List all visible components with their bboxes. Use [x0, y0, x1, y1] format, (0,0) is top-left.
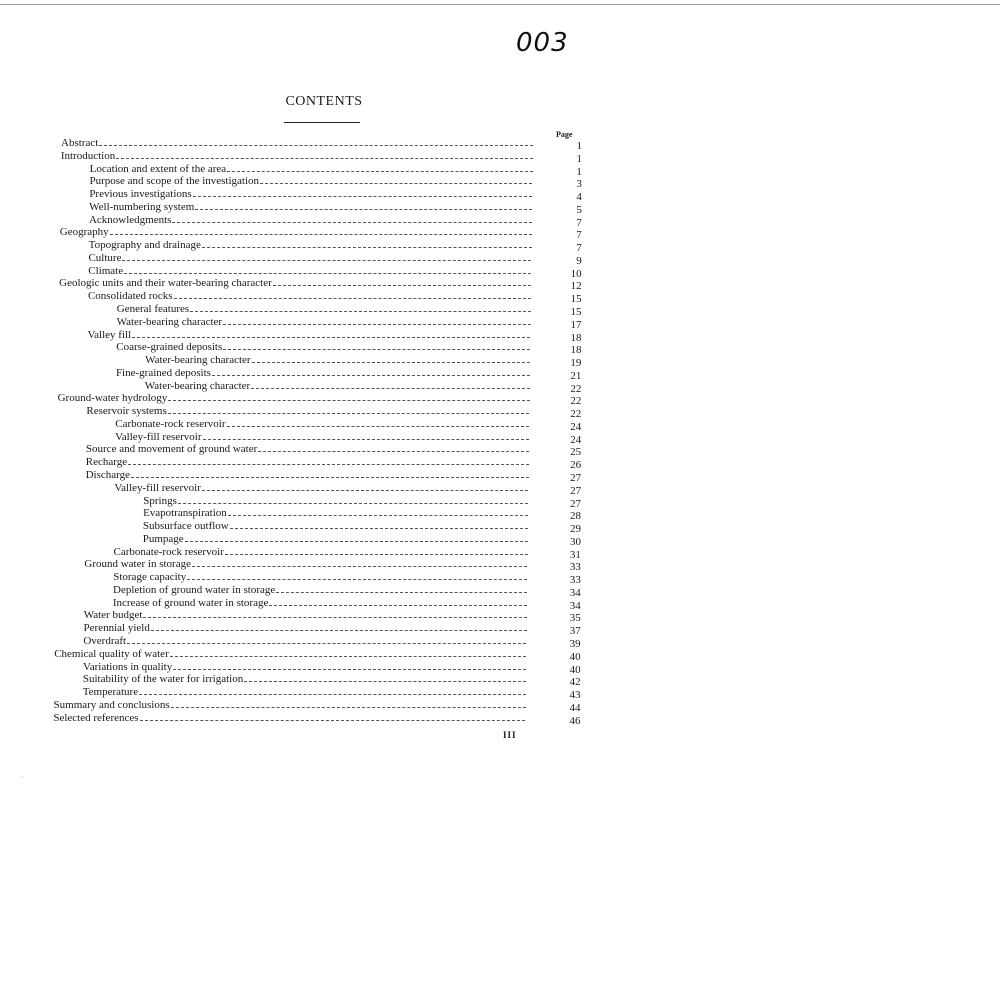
toc-entry: [88, 290, 534, 302]
leader-dots: [110, 234, 532, 235]
leader-dots: [151, 630, 527, 631]
toc-entry: [61, 150, 536, 162]
toc-entry-label: Storage capacity: [113, 571, 187, 583]
toc-entry: [87, 329, 533, 341]
toc-entry: [113, 597, 530, 609]
toc-entry-page: 5: [576, 204, 582, 216]
leader-dots: [202, 247, 532, 248]
toc-entry: [86, 456, 532, 468]
leader-dots: [273, 285, 531, 286]
toc-entry-page: 22: [570, 408, 582, 420]
toc-entry-page: 27: [570, 472, 582, 484]
toc-entry: [143, 520, 531, 532]
toc-entry-page: 7: [576, 242, 582, 254]
leader-dots: [127, 643, 526, 644]
folio-number: III: [503, 730, 517, 740]
toc-entry: [59, 277, 534, 289]
toc-entry: [86, 443, 532, 455]
toc-entry-label: Acknowledgments: [88, 214, 172, 226]
leader-dots: [128, 464, 529, 465]
leader-dots: [212, 375, 530, 376]
toc-entry-page: 40: [569, 651, 581, 663]
toc-entry-label: Geologic units and their water-bearing character: [59, 277, 272, 289]
toc-entry-page: 12: [570, 280, 582, 292]
toc-entry: [61, 137, 536, 149]
leader-dots: [124, 273, 531, 274]
leader-dots: [172, 222, 532, 223]
leader-dots: [168, 400, 529, 401]
toc-entry-label: Chemical quality of water: [54, 648, 169, 660]
leader-dots: [276, 592, 527, 593]
toc-entry: [143, 507, 531, 519]
toc-entry-label: Discharge: [85, 469, 130, 481]
leader-dots: [269, 605, 527, 606]
toc-entry-label: Valley fill: [87, 329, 132, 341]
toc-entry-page: 26: [570, 459, 582, 471]
toc-entry: [84, 609, 530, 621]
toc-entry-page: 15: [570, 306, 582, 318]
leader-dots: [227, 426, 530, 427]
toc-entry-label: Reservoir systems: [86, 405, 167, 417]
leader-dots: [195, 209, 532, 210]
leader-dots: [192, 566, 527, 567]
toc-entry: [60, 226, 535, 238]
toc-entry-label: Purpose and scope of the investigation: [89, 175, 260, 187]
leader-dots: [230, 528, 528, 529]
leader-dots: [225, 554, 528, 555]
page-column-label: Page: [556, 130, 573, 139]
toc-entry: [53, 712, 528, 724]
toc-entry-label: Fine-grained deposits: [115, 367, 211, 379]
toc-entry: [143, 495, 531, 507]
toc-entry-label: Variations in quality: [83, 661, 173, 673]
leader-dots: [168, 413, 530, 414]
toc-entry: [113, 584, 530, 596]
toc-entry-page: 25: [570, 446, 582, 458]
toc-entry-label: Suitability of the water for irrigation: [82, 673, 244, 685]
leader-dots: [122, 260, 531, 261]
toc-entry-page: 15: [570, 293, 582, 305]
toc-entry-label: Temperature: [82, 686, 139, 698]
toc-entry-page: 40: [569, 664, 581, 676]
toc-entry-page: 33: [569, 574, 581, 586]
toc-entry: [83, 686, 529, 698]
leader-dots: [140, 720, 526, 721]
toc-entry-label: Perennial yield: [83, 622, 150, 634]
toc-entry-page: 17: [570, 319, 582, 331]
toc-entry-page: 7: [576, 229, 582, 241]
leader-dots: [252, 362, 531, 363]
toc-entry-label: Pumpage: [142, 533, 184, 545]
toc-entry-label: Source and movement of ground water: [85, 443, 258, 455]
toc-entry-label: Introduction: [60, 150, 116, 162]
page-title: CONTENTS: [285, 94, 363, 109]
leader-dots: [227, 171, 532, 172]
toc-entry-label: Springs: [143, 495, 177, 507]
leader-dots: [193, 196, 533, 197]
toc-entry-page: 44: [569, 702, 581, 714]
toc-entry-label: Selected references: [53, 712, 139, 724]
toc-entry-page: 18: [570, 344, 582, 356]
toc-entry: [54, 648, 529, 660]
toc-entry-label: Water-bearing character: [145, 354, 251, 366]
leader-dots: [203, 439, 530, 440]
toc-entry-page: 10: [570, 268, 582, 280]
toc-entry-page: 9: [576, 255, 582, 267]
toc-entry: [84, 622, 530, 634]
toc-entry: [83, 661, 529, 673]
toc-entry-page: 1: [576, 166, 582, 178]
toc-entry-label: Subsurface outflow: [142, 520, 229, 532]
toc-entry: [89, 201, 535, 213]
toc-entry: [89, 175, 535, 187]
toc-entry: [117, 303, 534, 315]
toc-entry: [86, 469, 532, 481]
toc-entry-label: Valley-fill reservoir: [114, 482, 201, 494]
scan-speck: [22, 776, 23, 777]
toc-entry-label: Valley-fill reservoir: [115, 431, 202, 443]
toc-entry-label: General features: [116, 303, 190, 315]
toc-entry-label: Climate: [88, 265, 124, 277]
toc-entry-page: 19: [570, 357, 582, 369]
toc-entry: [89, 214, 535, 226]
leader-dots: [244, 681, 526, 682]
leader-dots: [223, 349, 530, 350]
toc-entry-page: 28: [570, 510, 581, 522]
toc-entry: [88, 252, 534, 264]
toc-entry: [54, 699, 529, 711]
toc-entry: [113, 571, 530, 583]
toc-entry: [89, 188, 535, 200]
toc-entry-label: Water-bearing character: [116, 316, 223, 328]
toc-entry-label: Recharge: [85, 456, 128, 468]
toc-entry-page: 34: [569, 587, 581, 599]
toc-entry-label: Ground-water hydrology: [57, 392, 168, 404]
toc-entry: [114, 482, 531, 494]
toc-entry-page: 1: [576, 140, 582, 152]
toc-entry-page: 31: [569, 549, 581, 561]
toc-entry: [145, 380, 533, 392]
toc-entry-page: 42: [569, 676, 581, 688]
toc-entry-label: Well-numbering system: [89, 201, 195, 213]
leader-dots: [139, 694, 526, 695]
toc-entry-page: 1: [576, 153, 582, 165]
handwritten-page-number: 003: [516, 28, 569, 58]
toc-entry-label: Culture: [88, 252, 122, 264]
leader-dots: [131, 477, 529, 478]
leader-dots: [99, 145, 533, 146]
toc-entry: [143, 533, 531, 545]
toc-entry-page: 35: [569, 612, 581, 624]
toc-entry-label: Topography and drainage: [88, 239, 201, 251]
leader-dots: [170, 656, 526, 657]
leader-dots: [173, 669, 526, 670]
leader-dots: [143, 617, 526, 618]
toc-entry-label: Geography: [59, 226, 109, 238]
leader-dots: [223, 324, 531, 325]
toc-entry: [83, 673, 529, 685]
toc-entry-label: Evapotranspiration: [143, 507, 227, 519]
toc-entry-page: 4: [576, 191, 582, 203]
toc-entry: [116, 341, 533, 353]
toc-entry: [90, 163, 536, 175]
toc-entry-label: Water-bearing character: [144, 380, 251, 392]
toc-entry-page: 39: [569, 638, 581, 650]
toc-entry-label: Summary and conclusions: [53, 699, 170, 711]
toc-entry-page: 27: [570, 485, 582, 497]
toc-entry: [145, 354, 533, 366]
toc-entry-label: Coarse-grained deposits: [116, 341, 223, 353]
leader-dots: [228, 515, 528, 516]
leader-dots: [178, 503, 528, 504]
leader-dots: [190, 311, 531, 312]
toc-entry: [88, 265, 534, 277]
toc-entry-page: 22: [570, 395, 582, 407]
toc-entry-page: 29: [569, 523, 581, 535]
toc-entry-page: 22: [570, 383, 582, 395]
toc-entry-page: 24: [570, 434, 582, 446]
toc-entry-label: Previous investigations: [89, 188, 192, 200]
scan-edge-line: [0, 4, 1000, 5]
toc-entry: [58, 392, 533, 404]
leader-dots: [116, 158, 533, 159]
leader-dots: [251, 388, 530, 389]
toc-entry-page: 3: [576, 178, 582, 190]
toc-entry-page: 21: [570, 370, 582, 382]
toc-entry: [117, 316, 534, 328]
toc-entry: [89, 239, 535, 251]
toc-entry: [83, 635, 529, 647]
toc-entry-label: Abstract: [61, 137, 99, 149]
toc-entry-label: Consolidated rocks: [87, 290, 173, 302]
toc-entry-label: Depletion of ground water in storage: [113, 584, 276, 596]
toc-entry-label: Increase of ground water in storage: [112, 597, 269, 609]
toc-entry-page: 37: [569, 625, 581, 637]
leader-dots: [132, 337, 530, 338]
toc-entry-label: Carbonate-rock reservoir: [113, 546, 224, 558]
leader-dots: [171, 707, 526, 708]
toc-entry-page: 43: [569, 689, 581, 701]
toc-entry: [115, 431, 532, 443]
toc-entry: [86, 405, 532, 417]
toc-entry-page: 30: [569, 536, 581, 548]
toc-entry-page: 18: [570, 332, 582, 344]
leader-dots: [187, 579, 527, 580]
toc-entry: [116, 367, 533, 379]
title-underline: [284, 122, 360, 123]
leader-dots: [174, 298, 531, 299]
toc-entry: [84, 558, 530, 570]
toc-entry-page: 46: [569, 715, 581, 727]
toc-entry-label: Carbonate-rock reservoir: [115, 418, 226, 430]
leader-dots: [260, 183, 532, 184]
toc-entry: [115, 418, 532, 430]
toc-entry-label: Ground water in storage: [84, 558, 191, 570]
leader-dots: [185, 541, 528, 542]
toc-entry: [114, 546, 531, 558]
toc-entry-page: 33: [569, 561, 581, 573]
toc-entry-label: Water budget: [83, 609, 143, 621]
toc-entry-page: 7: [576, 217, 582, 229]
leader-dots: [202, 490, 529, 491]
toc-entry-label: Overdraft: [83, 635, 127, 647]
toc-entry-page: 34: [569, 600, 581, 612]
toc-entry-page: 24: [570, 421, 582, 433]
leader-dots: [258, 451, 529, 452]
toc-entry-label: Location and extent of the area: [89, 163, 227, 175]
toc-entry-page: 27: [570, 498, 582, 510]
